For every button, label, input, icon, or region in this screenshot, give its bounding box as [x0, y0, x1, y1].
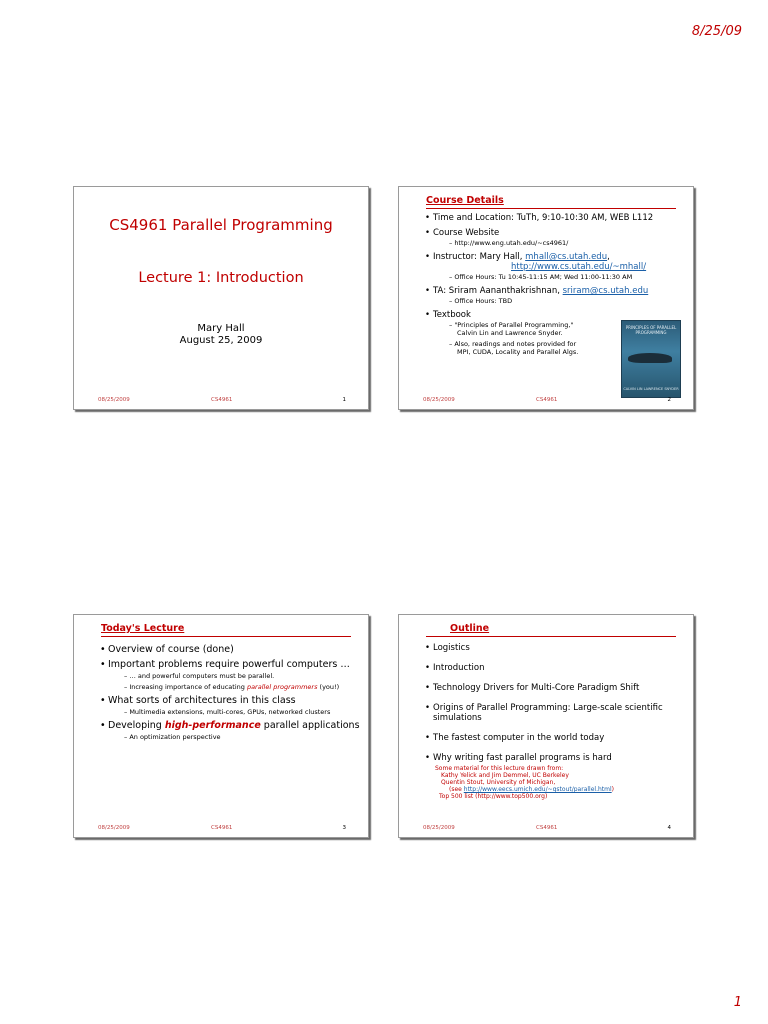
footer-course: CS4961 [211, 397, 233, 403]
footer-course: CS4961 [536, 825, 558, 831]
bullet-overview: • Overview of course (done) [100, 645, 360, 655]
footer-slide-number: 1 [342, 397, 346, 403]
heading-text: Course Details [426, 195, 504, 206]
slide-4 [398, 614, 694, 838]
outline-item: • Introduction [425, 663, 685, 673]
outline-item: • Technology Drivers for Multi-Core Paradigm Shift [425, 683, 685, 693]
instructor-separator: , [607, 252, 610, 262]
slide-heading [426, 195, 676, 209]
ta-label: TA: Sriram Aananthakrishnan, [433, 286, 563, 296]
heading-text: Outline [450, 623, 490, 634]
book-authors: CALVIN LIN LAWRENCE SNYDER [623, 387, 679, 391]
bullet-website [425, 228, 685, 247]
bullet-ta [425, 286, 685, 305]
footer-date: 08/25/2009 [423, 397, 455, 403]
note-line-4-pre: (see [449, 786, 464, 793]
heading-text: Today's Lecture [101, 623, 185, 634]
slide-2 [398, 186, 694, 410]
textbook-line-2: – Also, readings and notes provided for [449, 340, 577, 348]
website-label: Course Website [433, 228, 500, 238]
footer-date: 08/25/2009 [98, 825, 130, 831]
note-line-3: Quentin Stout, University of Michigan, [441, 779, 556, 786]
instructor-hours: – Office Hours: Tu 10:45-11:15 AM; Wed 11:00-11:30 AM [449, 273, 633, 281]
page-number: 1 [733, 995, 742, 1010]
developing-highlight: high-performance [164, 720, 261, 731]
note-line-4 [435, 786, 685, 793]
textbook-line-1: – "Principles of Parallel Programming," [449, 321, 574, 329]
developing-pre: Developing [108, 720, 165, 731]
footer-course: CS4961 [211, 825, 233, 831]
footer-course: CS4961 [536, 397, 558, 403]
author-name: Mary Hall [197, 323, 245, 334]
website-url[interactable]: – http://www.eng.utah.edu/~cs4961/ [449, 239, 569, 247]
instructor-email-link[interactable]: mhall@cs.utah.edu [525, 252, 608, 262]
footer-slide-number: 3 [342, 825, 346, 831]
problems-sub-2-pre: – Increasing importance of educating [124, 683, 247, 691]
footer-slide-number: 2 [667, 397, 671, 403]
slide-heading [426, 623, 676, 637]
problems-text: Important problems require powerful computers … [108, 659, 350, 670]
bullet-developing [100, 721, 360, 741]
textbook-line-2b: MPI, CUDA, Locality and Parallel Algs. [457, 348, 579, 356]
lecture-title: Lecture 1: Introduction [138, 270, 304, 286]
book-whale-graphic [628, 353, 672, 363]
developing-sub-1: – An optimization perspective [124, 733, 221, 741]
footer-date: 08/25/2009 [98, 397, 130, 403]
bullet-architectures [100, 696, 360, 716]
author-block [74, 323, 368, 347]
note-line-4-post: ) [611, 786, 614, 793]
book-title: PRINCIPLES OF PARALLEL PROGRAMMING [625, 325, 677, 335]
bullet-problems [100, 660, 360, 691]
bullet-time: • Time and Location: TuTh, 9:10-10:30 AM, WEB L112 [425, 213, 685, 223]
textbook-cover-image [621, 320, 681, 398]
ta-email-link[interactable]: sriram@cs.utah.edu [562, 286, 649, 296]
footer-slide-number: 4 [667, 825, 671, 831]
problems-sub-2 [108, 683, 360, 691]
outline-item: • Why writing fast parallel programs is hard [425, 753, 685, 763]
outline-item: • Logistics [425, 643, 685, 653]
textbook-label: Textbook [433, 310, 471, 320]
lecture-date: August 25, 2009 [179, 335, 263, 346]
note-line-1: Some material for this lecture drawn from: [435, 765, 564, 772]
slide-3 [73, 614, 369, 838]
slide-1 [73, 186, 369, 410]
architectures-sub-1: – Multimedia extensions, multi-cores, GPUs, networked clusters [124, 708, 331, 716]
textbook-line-1b: Calvin Lin and Lawrence Snyder. [457, 329, 563, 337]
architectures-text: What sorts of architectures in this class [108, 695, 296, 706]
source-note [425, 765, 685, 800]
problems-sub-2-highlight: parallel programmers [246, 683, 318, 691]
developing-post: parallel applications [260, 720, 360, 731]
page-date: 8/25/09 [691, 24, 742, 39]
problems-sub-1: – … and powerful computers must be parallel. [124, 672, 275, 680]
bullet-instructor [425, 252, 685, 281]
outline-item: • Origins of Parallel Programming: Large-scale scientific simulations [425, 703, 685, 723]
slide-body [425, 641, 685, 800]
footer-date: 08/25/2009 [423, 825, 455, 831]
instructor-label: Instructor: Mary Hall, [433, 252, 526, 262]
note-line-5: Top 500 list (http://www.top500.org) [439, 793, 548, 800]
instructor-url-link[interactable]: http://www.cs.utah.edu/~mhall/ [511, 262, 647, 272]
outline-item: • The fastest computer in the world today [425, 733, 685, 743]
problems-sub-2-post: (you!) [317, 683, 340, 691]
slide-title: CS4961 Parallel Programming [109, 216, 333, 234]
ta-hours: – Office Hours: TBD [449, 297, 513, 305]
note-line-2: Kathy Yelick and Jim Demmel, UC Berkeley [441, 772, 569, 779]
slide-heading [101, 623, 351, 637]
note-link[interactable]: http://www.eecs.umich.edu/~qstout/parallel.html [463, 786, 612, 793]
slide-body [100, 641, 360, 746]
